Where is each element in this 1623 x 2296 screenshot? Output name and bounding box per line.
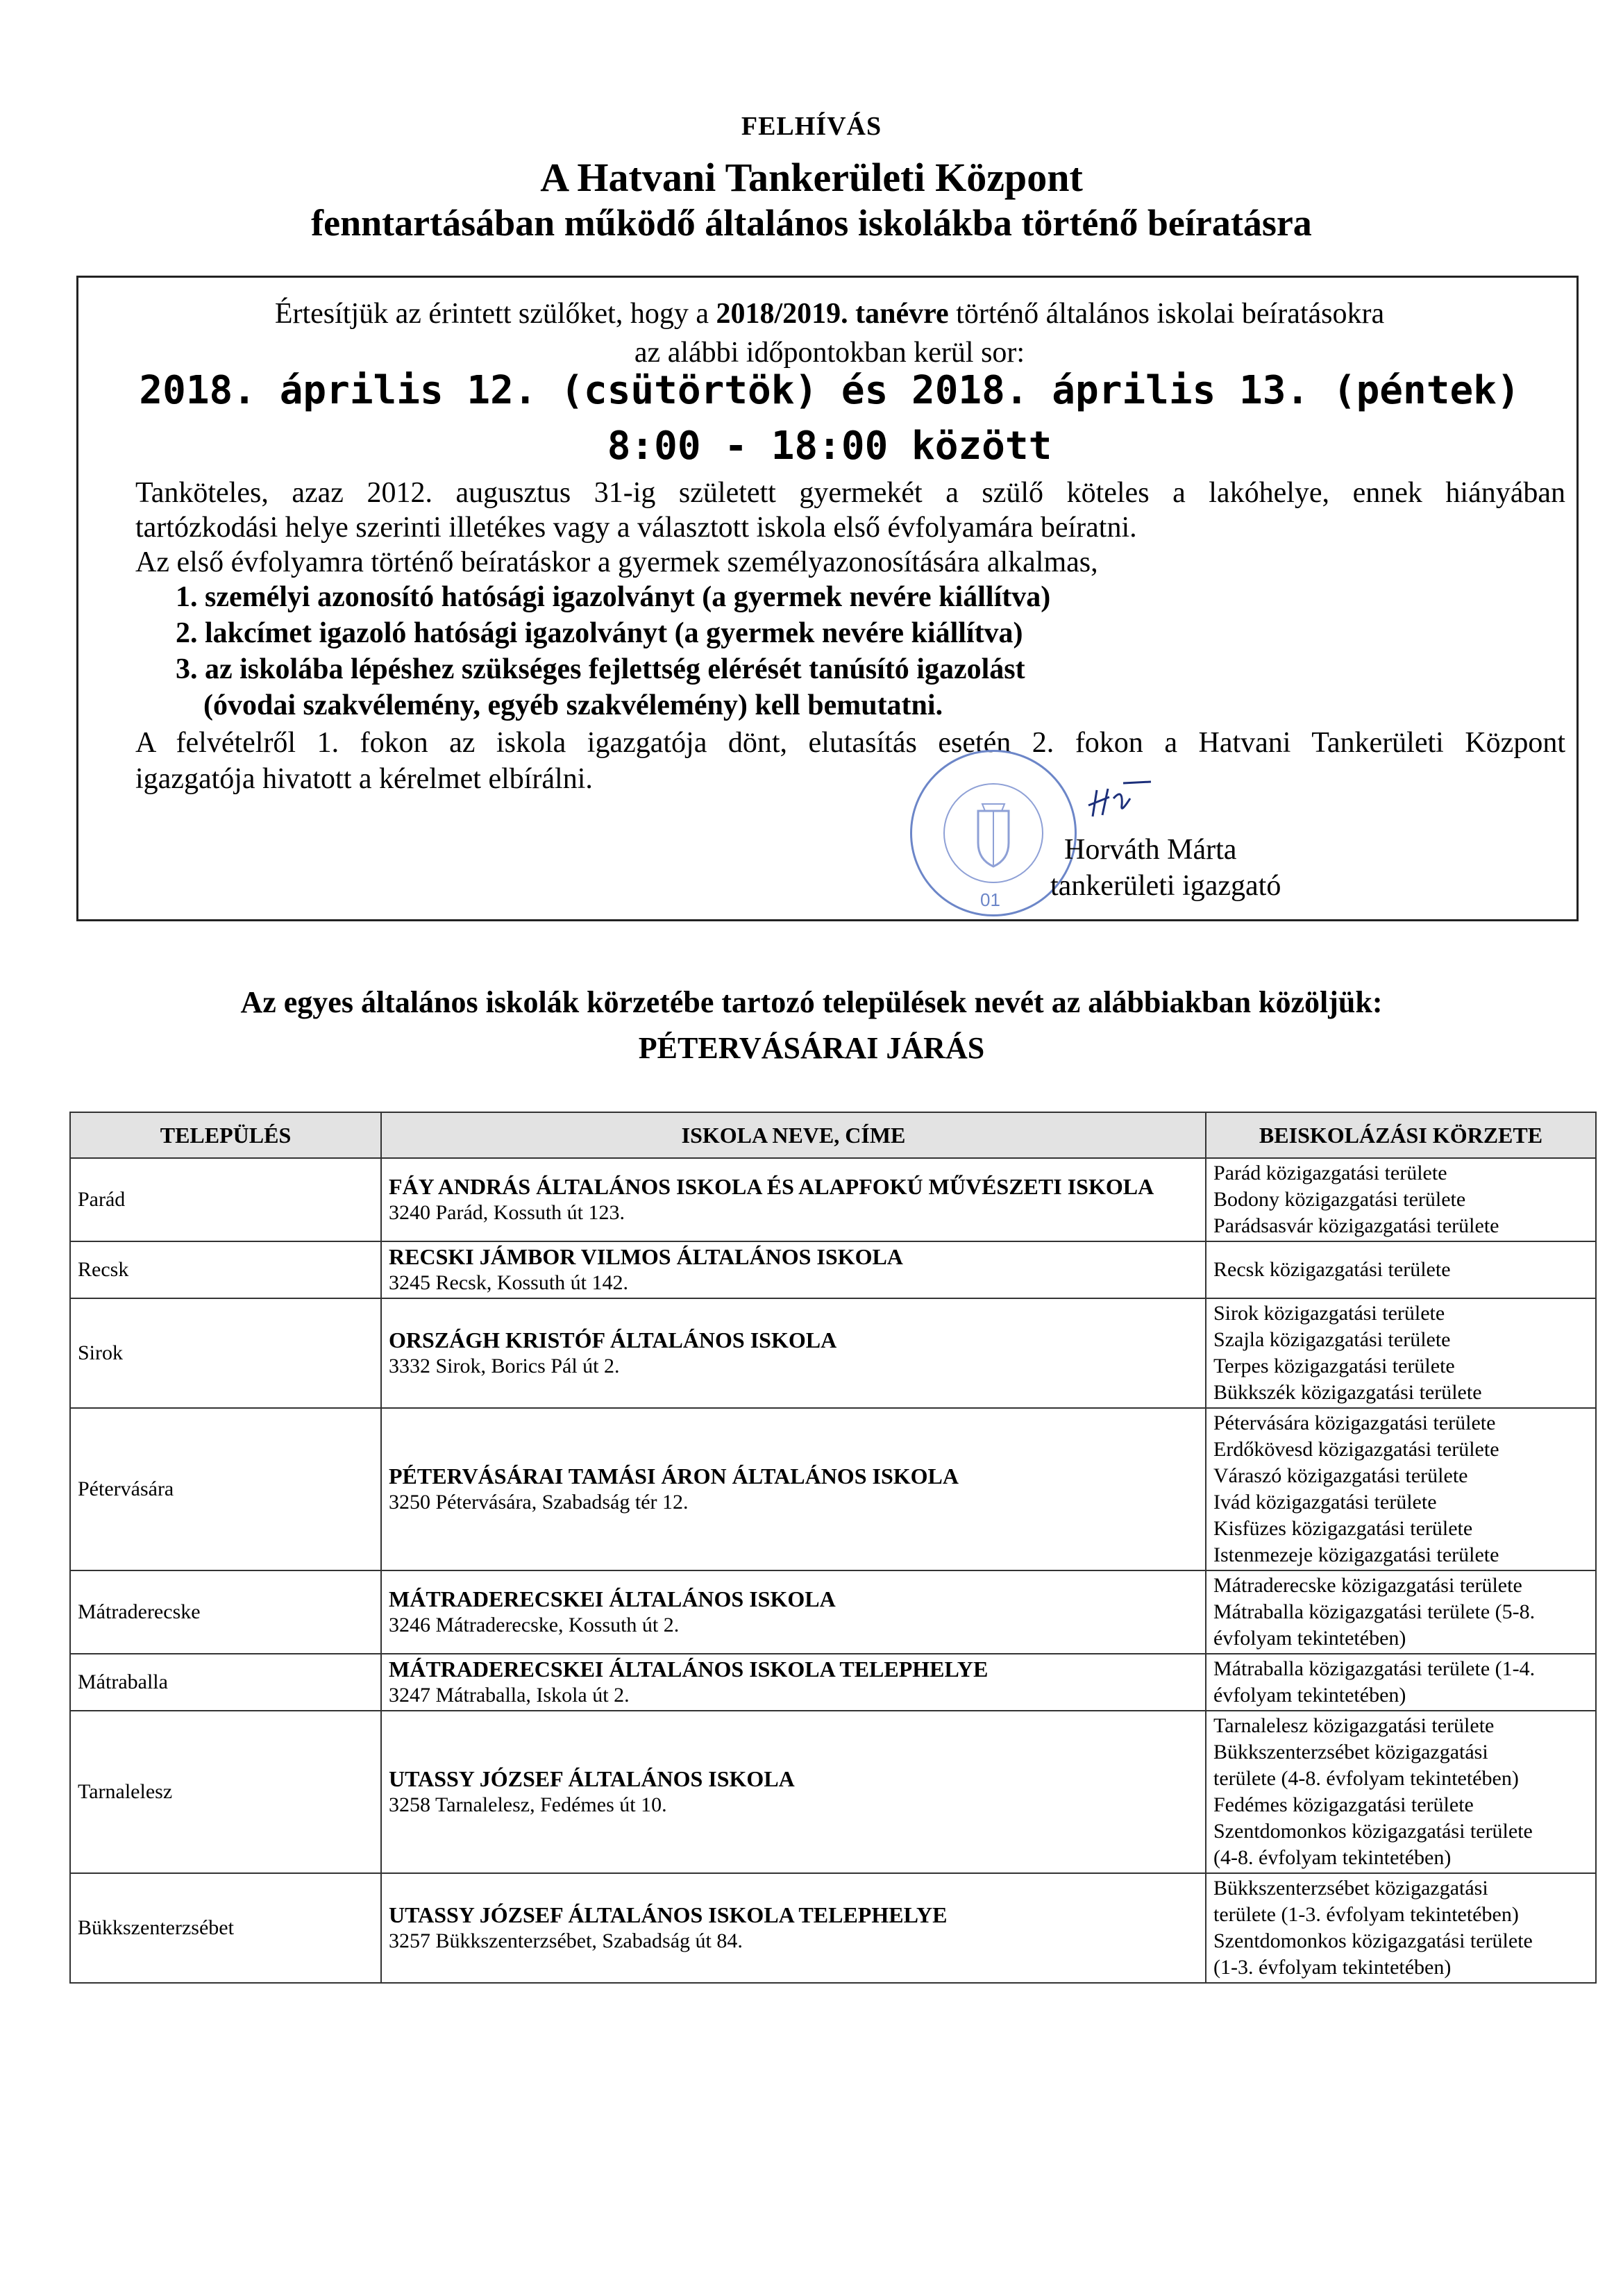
catchment-area-line: területe (1-3. évfolyam tekintetében) (1213, 1903, 1519, 1926)
catchment-area-line: Tarnalelesz közigazgatási területe (1213, 1714, 1495, 1737)
school-name: PÉTERVÁSÁRAI TAMÁSI ÁRON ÁLTALÁNOS ISKOLA (389, 1464, 959, 1489)
column-header-settlement: TELEPÜLÉS (70, 1112, 381, 1158)
school-cell (381, 1408, 1206, 1570)
school-address: 3246 Mátraderecske, Kossuth út 2. (389, 1614, 680, 1636)
school-address: 3332 Sirok, Borics Pál út 2. (389, 1355, 620, 1377)
school-cell (381, 1654, 1206, 1711)
catchment-area-line: Bükkszenterzsébet közigazgatási (1213, 1877, 1488, 1900)
catchment-area-line: Fedémes közigazgatási területe (1213, 1793, 1474, 1816)
catchment-area-cell (1206, 1873, 1596, 1983)
catchment-area-line: Mátraballa közigazgatási területe (1-4. (1213, 1657, 1536, 1680)
signer-name: Horváth Márta (1064, 834, 1237, 866)
notice-kicker: FELHÍVÁS (741, 112, 882, 141)
school-cell (381, 1158, 1206, 1241)
catchment-area-line: évfolyam tekintetében) (1213, 1684, 1406, 1707)
catchment-area-line: Kisfüzes közigazgatási területe (1213, 1517, 1473, 1540)
table-row (70, 1711, 1596, 1873)
document-subtitle: fenntartásában működő általános iskolákba történő beíratásra (311, 202, 1312, 244)
district-heading: PÉTERVÁSÁRAI JÁRÁS (638, 1031, 985, 1065)
catchment-area-line: évfolyam tekintetében) (1213, 1627, 1406, 1650)
handwritten-signature (1082, 778, 1158, 819)
intro-line (78, 297, 1581, 330)
catchment-area-cell (1206, 1570, 1596, 1654)
column-header-area: BEISKOLÁZÁSI KÖRZETE (1206, 1112, 1596, 1158)
table-row (70, 1298, 1596, 1408)
coat-of-arms-icon (943, 783, 1043, 883)
catchment-area-line: Ivád közigazgatási területe (1213, 1491, 1437, 1514)
settlement-cell: Bükkszenterzsébet (70, 1873, 381, 1983)
catchment-area-cell (1206, 1654, 1596, 1711)
school-name: MÁTRADERECSKEI ÁLTALÁNOS ISKOLA TELEPHELYE (389, 1657, 989, 1682)
school-name: UTASSY JÓZSEF ÁLTALÁNOS ISKOLA TELEPHELYE (389, 1902, 948, 1927)
school-name: FÁY ANDRÁS ÁLTALÁNOS ISKOLA ÉS ALAPFOKÚ MŰVÉSZETI ISKOLA (389, 1174, 1154, 1199)
school-cell (381, 1873, 1206, 1983)
catchment-area-cell (1206, 1711, 1596, 1873)
catchment-area-line: Mátraballa közigazgatási területe (5-8. (1213, 1600, 1536, 1623)
school-address: 3245 Recsk, Kossuth út 142. (389, 1271, 628, 1294)
intro-line-2: az alábbi időpontokban kerül sor: (634, 337, 1025, 369)
catchment-area-cell (1206, 1241, 1596, 1298)
required-document-3: 3. az iskolába lépéshez szükséges fejlettség elérését tanúsító igazolást (176, 653, 1025, 685)
catchment-area-line: Recsk közigazgatási területe (1213, 1258, 1451, 1281)
table-body (70, 1158, 1596, 1983)
signer-title: tankerületi igazgató (1050, 870, 1281, 902)
catchment-area-line: Parád közigazgatási területe (1213, 1162, 1447, 1184)
school-cell (381, 1298, 1206, 1408)
school-name: RECSKI JÁMBOR VILMOS ÁLTALÁNOS ISKOLA (389, 1244, 903, 1269)
catchment-area-line: (4-8. évfolyam tekintetében) (1213, 1846, 1452, 1869)
section-heading: Az egyes általános iskolák körzetébe tartozó települések nevét az alábbiakban közöljük: (240, 985, 1383, 1019)
catchment-area-line: Parádsasvár közigazgatási területe (1213, 1214, 1499, 1237)
catchment-area-line: Szentdomonkos közigazgatási területe (1213, 1820, 1533, 1843)
intro-text-b: történő általános iskolai beíratásokra (948, 298, 1385, 330)
catchment-area-line: Váraszó közigazgatási területe (1213, 1464, 1468, 1487)
catchment-area-cell (1206, 1158, 1596, 1241)
settlement-cell: Recsk (70, 1241, 381, 1298)
catchment-area-line: (1-3. évfolyam tekintetében) (1213, 1956, 1452, 1979)
catchment-area-line: Pétervására közigazgatási területe (1213, 1411, 1496, 1434)
catchment-area-line: Terpes közigazgatási területe (1213, 1355, 1455, 1377)
catchment-area-line: Bodony közigazgatási területe (1213, 1188, 1466, 1211)
paragraph-1-line-1: Tanköteles, azaz 2012. augusztus 31-ig született gyermekét a szülő köteles a lakóhelye, ennek hiányában (135, 477, 1565, 509)
intro-text-a: Értesítjük az érintett szülőket, hogy a (274, 298, 716, 330)
school-name: UTASSY JÓZSEF ÁLTALÁNOS ISKOLA (389, 1766, 795, 1791)
school-address: 3257 Bükkszenterzsébet, Szabadság út 84. (389, 1929, 743, 1952)
catchment-area-line: Mátraderecske közigazgatási területe (1213, 1574, 1522, 1597)
catchment-area-line: Szajla közigazgatási területe (1213, 1328, 1451, 1351)
catchment-area-line: Sirok közigazgatási területe (1213, 1302, 1445, 1325)
table-header-row (70, 1112, 1596, 1158)
catchment-area-line: Szentdomonkos közigazgatási területe (1213, 1929, 1533, 1952)
stamp-number: 01 (980, 889, 1000, 910)
school-address: 3250 Pétervására, Szabadság tér 12. (389, 1491, 689, 1514)
school-address: 3240 Parád, Kossuth út 123. (389, 1201, 625, 1224)
settlement-cell: Tarnalelesz (70, 1711, 381, 1873)
catchment-area-line: területe (4-8. évfolyam tekintetében) (1213, 1767, 1519, 1790)
settlement-cell: Mátraderecske (70, 1570, 381, 1654)
paragraph-1-line-2: tartózkodási helye szerinti illetékes vagy a választott iskola első évfolyamára beíratni. (135, 512, 1137, 544)
settlement-cell: Sirok (70, 1298, 381, 1408)
intro-school-year: 2018/2019. tanévre (716, 298, 949, 330)
table-row (70, 1158, 1596, 1241)
paragraph-3-line-1: A felvételről 1. fokon az iskola igazgatója dönt, elutasítás esetén 2. fokon a Hatvani Tankerületi Központ (135, 727, 1565, 759)
paragraph-2: Az első évfolyamra történő beíratáskor a gyermek személyazonosítására alkalmas, (135, 546, 1098, 578)
catchment-area-line: Istenmezeje közigazgatási területe (1213, 1543, 1499, 1566)
school-address: 3247 Mátraballa, Iskola út 2. (389, 1684, 630, 1707)
schools-table (69, 1112, 1597, 1984)
school-name: MÁTRADERECSKEI ÁLTALÁNOS ISKOLA (389, 1586, 836, 1611)
settlement-cell: Parád (70, 1158, 381, 1241)
catchment-area-line: Erdőkövesd közigazgatási területe (1213, 1438, 1499, 1461)
paragraph-3-line-2: igazgatója hivatott a kérelmet elbírálni. (135, 763, 593, 795)
table-row (70, 1873, 1596, 1983)
notice-box (76, 276, 1579, 921)
school-cell (381, 1711, 1206, 1873)
enrollment-dates: 2018. április 12. (csütörtök) és 2018. április 13. (péntek) (139, 368, 1520, 413)
catchment-area-line: Bükkszék közigazgatási területe (1213, 1381, 1482, 1404)
school-name: ORSZÁGH KRISTÓF ÁLTALÁNOS ISKOLA (389, 1327, 837, 1352)
table-row (70, 1241, 1596, 1298)
catchment-area-cell (1206, 1298, 1596, 1408)
required-document-3-cont: (óvodai szakvélemény, egyéb szakvélemény) kell bemutatni. (203, 689, 943, 721)
enrollment-hours: 8:00 - 18:00 között (607, 424, 1052, 469)
required-document-1: 1. személyi azonosító hatósági igazolványt (a gyermek nevére kiállítva) (176, 581, 1051, 613)
settlement-cell: Pétervására (70, 1408, 381, 1570)
school-cell (381, 1570, 1206, 1654)
catchment-area-cell (1206, 1408, 1596, 1570)
catchment-area-line: Bükkszenterzsébet közigazgatási (1213, 1741, 1488, 1763)
school-address: 3258 Tarnalelesz, Fedémes út 10. (389, 1793, 667, 1816)
settlement-cell: Mátraballa (70, 1654, 381, 1711)
document-title: A Hatvani Tankerületi Központ (540, 155, 1083, 200)
table-row (70, 1408, 1596, 1570)
table-row (70, 1654, 1596, 1711)
school-cell (381, 1241, 1206, 1298)
table-row (70, 1570, 1596, 1654)
column-header-school: ISKOLA NEVE, CÍME (381, 1112, 1206, 1158)
required-document-2: 2. lakcímet igazoló hatósági igazolványt (a gyermek nevére kiállítva) (176, 617, 1023, 649)
